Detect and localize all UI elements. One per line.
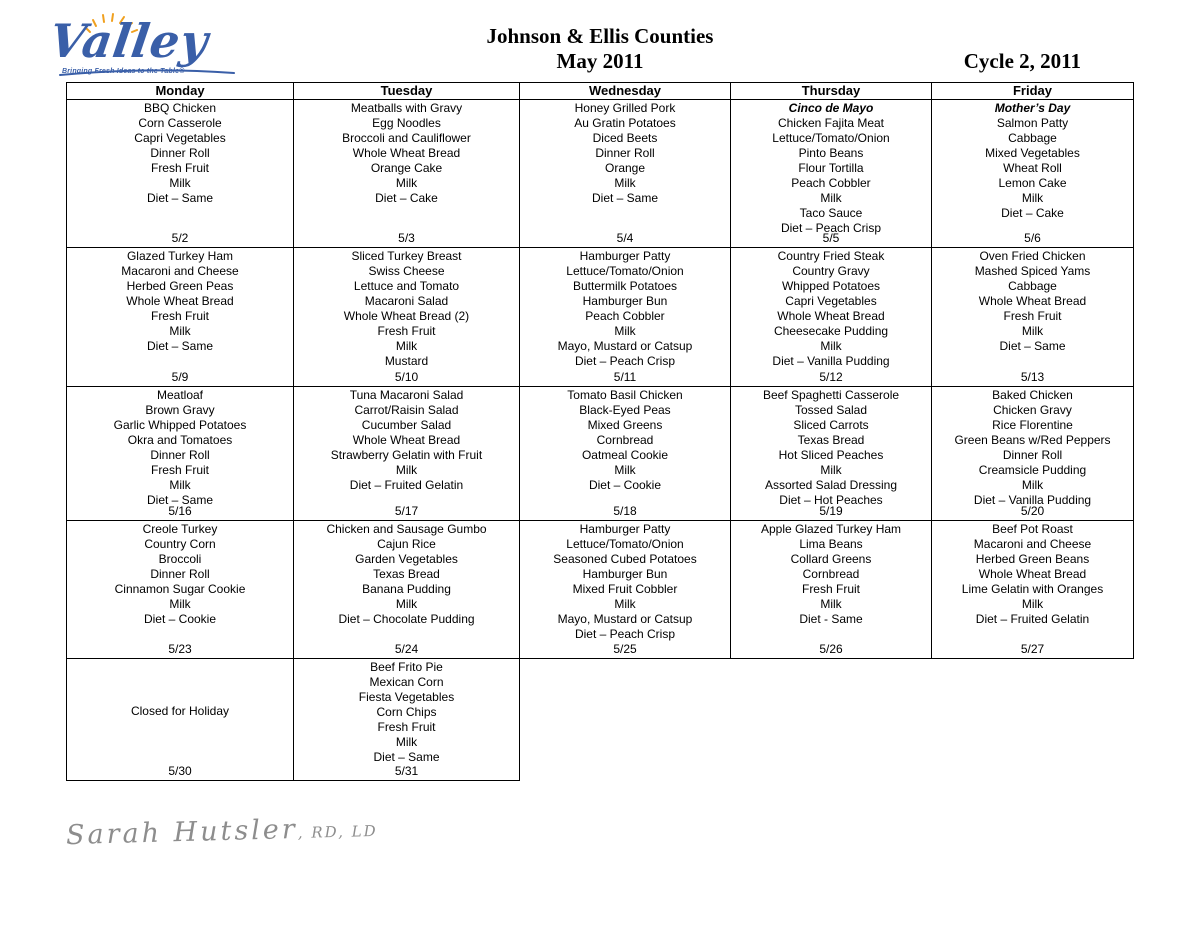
menu-item: Seasoned Cubed Potatoes xyxy=(553,552,697,566)
menu-item: Milk xyxy=(1021,324,1044,338)
menu-item: Fresh Fruit xyxy=(150,309,209,323)
menu-item: Whole Wheat Bread xyxy=(978,294,1087,308)
menu-item: Green Beans w/Red Peppers xyxy=(954,433,1111,447)
menu-item: Milk xyxy=(395,463,418,477)
menu-cell-5-16 xyxy=(67,387,294,521)
menu-item: Broccoli xyxy=(158,552,202,566)
date-label: 5/12 xyxy=(819,370,843,384)
empty-cell xyxy=(520,659,731,781)
title-counties: Johnson & Ellis Counties xyxy=(486,24,714,48)
date-label: 5/27 xyxy=(1020,642,1045,656)
date-label: 5/10 xyxy=(394,370,419,384)
menu-item: Milk xyxy=(820,597,842,611)
menu-item: Carrot/Raisin Salad xyxy=(354,403,459,417)
menu-item: Country Fried Steak xyxy=(777,249,885,263)
menu-cell-5-20 xyxy=(932,387,1134,521)
menu-item: Baked Chicken xyxy=(992,388,1073,402)
menu-item: Whole Wheat Bread xyxy=(352,146,461,160)
menu-item: Herbed Green Beans xyxy=(975,552,1090,566)
date-label: 5/26 xyxy=(819,642,843,656)
date-label: 5/17 xyxy=(394,504,419,518)
menu-item: Fiesta Vegetables xyxy=(358,690,455,704)
menu-cell-5-27 xyxy=(932,521,1134,659)
date-label: 5/20 xyxy=(1020,504,1045,518)
menu-item: Salmon Patty xyxy=(996,116,1069,130)
menu-table-body xyxy=(67,100,1134,781)
menu-cell-5-26 xyxy=(731,521,932,659)
menu-item: Lettuce/Tomato/Onion xyxy=(566,264,684,278)
date-label: 5/16 xyxy=(168,504,192,518)
menu-item: Beef Spaghetti Casserole xyxy=(762,388,900,402)
menu-item: Lettuce and Tomato xyxy=(353,279,460,293)
menu-item: Milk xyxy=(395,339,418,353)
menu-item: Hamburger Patty xyxy=(579,249,671,263)
menu-item: Mayo, Mustard or Catsup xyxy=(557,612,693,626)
menu-item: Lime Gelatin with Oranges xyxy=(961,582,1104,596)
date-label: 5/19 xyxy=(819,504,843,518)
menu-item: Pinto Beans xyxy=(798,146,864,160)
menu-item: Corn Casserole xyxy=(138,116,222,130)
menu-item: Milk xyxy=(395,735,418,749)
menu-item: Egg Noodles xyxy=(372,116,441,130)
menu-item: Texas Bread xyxy=(797,433,865,447)
menu-item: Assorted Salad Dressing xyxy=(764,478,898,492)
date-label: 5/6 xyxy=(1024,231,1041,245)
signature-credentials: , RD, LD xyxy=(297,821,378,843)
menu-item: Apple Glazed Turkey Ham xyxy=(760,522,902,536)
signature xyxy=(66,812,378,851)
menu-item: Fresh Fruit xyxy=(1003,309,1062,323)
menu-item: Diet - Same xyxy=(799,612,863,626)
date-label: 5/4 xyxy=(616,231,634,245)
menu-item: Hot Sliced Peaches xyxy=(778,448,884,462)
menu-item: Diet – Cookie xyxy=(143,612,217,626)
menu-item: Capri Vegetables xyxy=(785,294,877,308)
menu-item: Milk xyxy=(395,597,418,611)
menu-item: Au Gratin Potatoes xyxy=(574,116,676,130)
menu-item: Cinnamon Sugar Cookie xyxy=(114,582,246,596)
menu-item: Tuna Macaroni Salad xyxy=(349,388,464,402)
menu-cell-5-25 xyxy=(520,521,731,659)
date-label: 5/9 xyxy=(171,370,189,384)
menu-cell-5-24 xyxy=(294,521,520,659)
date-label: 5/18 xyxy=(613,504,637,518)
date-label: 5/11 xyxy=(613,370,637,384)
menu-cell-5-30 xyxy=(67,659,294,781)
menu-item: Cajun Rice xyxy=(377,537,436,551)
menu-item: Flour Tortilla xyxy=(798,161,864,175)
menu-cell-5-10 xyxy=(294,248,520,387)
menu-item: Cucumber Salad xyxy=(361,418,452,432)
menu-item: Milk xyxy=(1021,478,1044,492)
menu-item: Cornbread xyxy=(596,433,654,447)
menu-cell-5-4 xyxy=(520,100,731,248)
week-row-2 xyxy=(67,248,1134,387)
menu-item: Fresh Fruit xyxy=(801,582,860,596)
date-label: 5/30 xyxy=(168,764,192,778)
holiday-label: Mother’s Day xyxy=(994,101,1071,115)
menu-item: Diet – Chocolate Pudding xyxy=(338,612,475,626)
date-label: 5/13 xyxy=(1020,370,1045,384)
menu-item: Milk xyxy=(169,478,191,492)
menu-item: Diet – Vanilla Pudding xyxy=(772,354,890,368)
menu-item: Wheat Roll xyxy=(1003,161,1062,175)
menu-item: Creole Turkey xyxy=(142,522,218,536)
week-row-5 xyxy=(67,659,1134,781)
menu-cell-5-2 xyxy=(67,100,294,248)
menu-item: Mashed Spiced Yams xyxy=(974,264,1091,278)
week-row-4 xyxy=(67,521,1134,659)
menu-cell-5-13 xyxy=(932,248,1134,387)
menu-item: Diet – Same xyxy=(146,191,214,205)
menu-item: Mayo, Mustard or Catsup xyxy=(557,339,693,353)
menu-item: Milk xyxy=(169,176,191,190)
menu-item: Milk xyxy=(1021,191,1044,205)
date-label: 5/5 xyxy=(822,231,840,245)
menu-item: Diet – Peach Crisp xyxy=(780,221,882,235)
menu-item: Diet – Same xyxy=(146,493,214,507)
menu-item: Milk xyxy=(614,463,636,477)
menu-cell-5-6 xyxy=(932,100,1134,248)
empty-cell xyxy=(731,659,932,781)
menu-item: Texas Bread xyxy=(373,567,440,581)
menu-table xyxy=(66,82,1134,781)
menu-item: Tossed Salad xyxy=(794,403,868,417)
menu-item: Dinner Roll xyxy=(150,448,210,462)
date-label: 5/25 xyxy=(613,642,637,656)
menu-item: Hamburger Patty xyxy=(579,522,671,536)
menu-item: Buttermilk Potatoes xyxy=(572,279,678,293)
date-label: 5/3 xyxy=(398,231,415,245)
weekday-header-row xyxy=(67,83,1134,100)
menu-item: Beef Pot Roast xyxy=(992,522,1073,536)
menu-item: Meatballs with Gravy xyxy=(350,101,463,115)
menu-item: Whole Wheat Bread xyxy=(777,309,885,323)
menu-item: Milk xyxy=(614,597,636,611)
menu-item: Diced Beets xyxy=(592,131,658,145)
menu-item: Macaroni and Cheese xyxy=(121,264,239,278)
menu-item: Hamburger Bun xyxy=(582,567,668,581)
date-label: 5/2 xyxy=(171,231,189,245)
logo-wordmark: Valley xyxy=(46,14,213,68)
menu-item: Rice Florentine xyxy=(992,418,1073,432)
menu-item: Diet – Fruited Gelatin xyxy=(975,612,1090,626)
menu-cell-5-11 xyxy=(520,248,731,387)
menu-item: Milk xyxy=(820,463,842,477)
menu-item: Mustard xyxy=(384,354,429,368)
menu-item: Capri Vegetables xyxy=(134,131,226,145)
empty-cell xyxy=(932,659,1134,781)
menu-item: Creamsicle Pudding xyxy=(978,463,1087,477)
menu-item: Dinner Roll xyxy=(150,567,210,581)
date-label: 5/23 xyxy=(168,642,192,656)
menu-item: Peach Cobbler xyxy=(585,309,665,323)
menu-item: Country Gravy xyxy=(792,264,870,278)
menu-item: Brown Gravy xyxy=(145,403,215,417)
signature-name: Sarah Hutsler xyxy=(65,814,299,852)
title-month: May 2011 xyxy=(556,49,644,73)
menu-item: Diet – Peach Crisp xyxy=(574,627,676,641)
menu-item: Milk xyxy=(169,324,191,338)
weekday-header-thursday: Thursday xyxy=(731,83,932,100)
weekday-header-monday: Monday xyxy=(67,83,294,100)
logo-tagline: Bringing Fresh Ideas to the Table® xyxy=(62,68,185,75)
menu-item: Cheesecake Pudding xyxy=(773,324,889,338)
weekday-header-friday: Friday xyxy=(932,83,1134,100)
menu-item: Strawberry Gelatin with Fruit xyxy=(330,448,483,462)
menu-item: Milk xyxy=(169,597,191,611)
menu-item: Diet – Same xyxy=(146,339,214,353)
menu-item: Chicken Gravy xyxy=(993,403,1072,417)
menu-item: Chicken Fajita Meat xyxy=(777,116,885,130)
menu-item: Milk xyxy=(395,176,418,190)
menu-item: Oven Fried Chicken xyxy=(979,249,1086,263)
menu-item: Lemon Cake xyxy=(998,176,1067,190)
menu-cell-5-12 xyxy=(731,248,932,387)
menu-cell-5-17 xyxy=(294,387,520,521)
date-label: 5/24 xyxy=(394,642,419,656)
menu-item: Dinner Roll xyxy=(150,146,210,160)
cycle-label: Cycle 2, 2011 xyxy=(963,49,1081,73)
menu-item: Garlic Whipped Potatoes xyxy=(113,418,247,432)
menu-item: Black-Eyed Peas xyxy=(579,403,671,417)
menu-item: Dinner Roll xyxy=(1002,448,1063,462)
menu-item: Cabbage xyxy=(1008,131,1057,145)
menu-item: BBQ Chicken xyxy=(143,101,217,115)
menu-item: Fresh Fruit xyxy=(377,324,436,338)
menu-item: Sliced Carrots xyxy=(793,418,869,432)
menu-item: Garden Vegetables xyxy=(355,552,458,566)
menu-item: Diet – Cookie xyxy=(588,478,662,492)
menu-item: Whole Wheat Bread xyxy=(126,294,234,308)
menu-item: Fresh Fruit xyxy=(377,720,436,734)
menu-item: Country Corn xyxy=(144,537,216,551)
menu-item: Taco Sauce xyxy=(799,206,863,220)
menu-item: Cornbread xyxy=(802,567,860,581)
menu-item: Diet – Cake xyxy=(1001,206,1064,220)
menu-item: Chicken and Sausage Gumbo xyxy=(326,522,487,536)
menu-item: Whole Wheat Bread xyxy=(352,433,461,447)
menu-item: Closed for Holiday xyxy=(130,704,230,718)
menu-item: Milk xyxy=(1021,597,1044,611)
menu-cell-5-3 xyxy=(294,100,520,248)
menu-item: Diet – Same xyxy=(591,191,659,205)
menu-item: Collard Greens xyxy=(790,552,872,566)
menu-item: Honey Grilled Pork xyxy=(574,101,676,115)
menu-item: Lima Beans xyxy=(799,537,863,551)
menu-item: Milk xyxy=(614,176,636,190)
menu-item: Whipped Potatoes xyxy=(781,279,881,293)
menu-item: Mixed Vegetables xyxy=(985,146,1080,160)
week-row-3 xyxy=(67,387,1134,521)
menu-item: Dinner Roll xyxy=(595,146,655,160)
menu-item: Macaroni Salad xyxy=(364,294,449,308)
menu-cell-5-19 xyxy=(731,387,932,521)
menu-item: Diet – Vanilla Pudding xyxy=(973,493,1092,507)
menu-item: Swiss Cheese xyxy=(368,264,445,278)
menu-item: Milk xyxy=(820,191,842,205)
menu-cell-5-18 xyxy=(520,387,731,521)
menu-item: Meatloaf xyxy=(156,388,204,402)
menu-item: Okra and Tomatoes xyxy=(127,433,233,447)
menu-item: Beef Frito Pie xyxy=(370,660,443,674)
menu-item: Fresh Fruit xyxy=(150,463,209,477)
menu-item: Oatmeal Cookie xyxy=(581,448,669,462)
menu-item: Tomato Basil Chicken xyxy=(567,388,683,402)
week-row-1 xyxy=(67,100,1134,248)
menu-item: Macaroni and Cheese xyxy=(973,537,1092,551)
menu-cell-5-5 xyxy=(731,100,932,248)
menu-cell-5-23 xyxy=(67,521,294,659)
menu-item: Lettuce/Tomato/Onion xyxy=(566,537,684,551)
menu-item: Lettuce/Tomato/Onion xyxy=(772,131,890,145)
weekday-header-tuesday: Tuesday xyxy=(294,83,520,100)
menu-item: Whole Wheat Bread xyxy=(978,567,1087,581)
menu-item: Diet – Cake xyxy=(375,191,438,205)
menu-item: Milk xyxy=(820,339,842,353)
date-label: 5/31 xyxy=(394,764,419,778)
menu-cell-5-9 xyxy=(67,248,294,387)
menu-item: Diet – Same xyxy=(999,339,1066,353)
menu-item: Diet – Peach Crisp xyxy=(574,354,676,368)
menu-item: Diet – Fruited Gelatin xyxy=(349,478,464,492)
menu-item: Diet – Hot Peaches xyxy=(779,493,883,507)
menu-item: Mixed Greens xyxy=(587,418,663,432)
holiday-label: Cinco de Mayo xyxy=(788,101,874,115)
menu-item: Orange Cake xyxy=(370,161,443,175)
menu-item: Hamburger Bun xyxy=(582,294,668,308)
menu-item: Orange xyxy=(604,161,646,175)
menu-item: Glazed Turkey Ham xyxy=(126,249,234,263)
menu-item: Sliced Turkey Breast xyxy=(351,249,462,263)
menu-cell-5-31 xyxy=(294,659,520,781)
menu-item: Corn Chips xyxy=(376,705,437,719)
menu-item: Diet – Same xyxy=(373,750,440,764)
menu-item: Herbed Green Peas xyxy=(126,279,234,293)
menu-item: Whole Wheat Bread (2) xyxy=(343,309,470,323)
menu-item: Cabbage xyxy=(1008,279,1057,293)
menu-item: Banana Pudding xyxy=(362,582,451,596)
menu-item: Mexican Corn xyxy=(369,675,444,689)
menu-item: Fresh Fruit xyxy=(150,161,209,175)
menu-item: Mixed Fruit Cobbler xyxy=(572,582,678,596)
menu-item: Milk xyxy=(614,324,636,338)
weekday-header-wednesday: Wednesday xyxy=(520,83,731,100)
menu-item: Broccoli and Cauliflower xyxy=(342,131,471,145)
menu-item: Peach Cobbler xyxy=(791,176,871,190)
